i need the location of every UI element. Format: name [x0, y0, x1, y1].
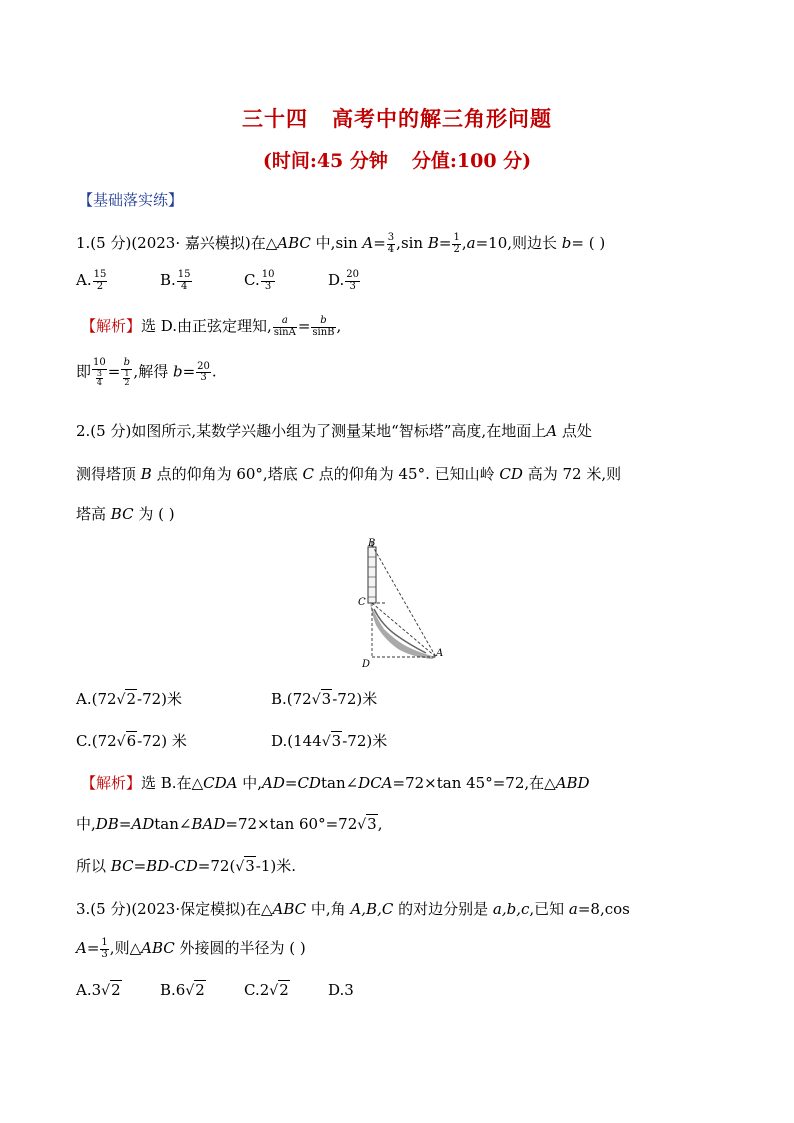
q2-stem-line-2: 测得塔顶 B 点的仰角为 60°,塔底 C 点的仰角为 45°. 已知山岭 CD 高为 72 米,则	[76, 465, 622, 483]
q1-stem: 1.(5 分)(2023· 嘉兴模拟)在△ABC 中,sin A= $\frac{3}{4}$ ,sin B= $\frac{1}{2}$ ,a=10,则边长 b= ( )	[76, 232, 606, 255]
section-heading: 【基础落实练】	[78, 191, 184, 209]
q2-option-d[interactable]: D.(144√3-72)米	[271, 732, 388, 750]
q2-option-c[interactable]: C.(72√6-72) 米	[76, 732, 187, 750]
q2-option-b[interactable]: B.(72√3-72)米	[271, 690, 378, 708]
q2-option-a[interactable]: A.(72√2-72)米	[76, 690, 183, 708]
label-B: B	[368, 538, 376, 549]
q3-stem-line-2: A= $\frac{1}{3}$ ,则△ABC 外接圆的半径为 ( )	[76, 937, 306, 960]
q2-stem-line-1: 2.(5 分)如图所示,某数学兴趣小组为了测量某地“智标塔”高度,在地面上A 点处	[76, 422, 592, 440]
q2-analysis-line-2: 中,DB=ADtan∠BAD=72×tan 60°=72√3,	[76, 815, 383, 833]
q1-option-a[interactable]: A. $\frac{15}{2}$	[76, 269, 107, 292]
q3-option-a[interactable]: A.3√2	[76, 981, 121, 999]
analysis-tag: 【解析】	[81, 317, 142, 335]
analysis-tag: 【解析】	[81, 774, 142, 792]
q3-option-c[interactable]: C.2√2	[244, 981, 289, 999]
page-subtitle: (时间:45 分钟 分值:100 分)	[262, 150, 532, 172]
q2-options-row-2	[76, 732, 387, 751]
q2-analysis-line-3: 所以 BC=BD-CD=72(√3-1)米.	[76, 857, 297, 875]
label-D: D	[362, 659, 371, 669]
q1-option-c[interactable]: C. $\frac{10}{3}$	[244, 269, 275, 292]
q1-option-d[interactable]: D. $\frac{20}{3}$	[328, 269, 359, 292]
q3-options	[76, 981, 354, 1000]
tower-figure	[356, 537, 446, 669]
q3-stem-line-1: 3.(5 分)(2023·保定模拟)在△ABC 中,角 A,B,C 的对边分别是 a,b,c,已知 a=8,cos	[76, 900, 630, 918]
q1-frac-sinB: $\frac{1}{2}$	[453, 232, 460, 255]
q2-stem-line-3: 塔高 BC 为 ( )	[76, 505, 175, 523]
hill-shape	[370, 603, 436, 659]
q2-analysis-line-1: 【解析】选 B.在△CDA 中,AD=CDtan∠DCA=72×tan 45°=72,在△ABD	[81, 774, 590, 792]
q1-analysis-line-2: 即 $\frac{10}{\frac{3}{4}}$ = $\frac{b}{\frac{1}{2}}$ ,解得 b= $\frac{20}{3}$ .	[76, 357, 217, 387]
q1-options	[76, 270, 361, 292]
label-C: C	[358, 597, 366, 608]
q1-analysis-line-1: 【解析】选 D.由正弦定理知, $\frac{a}{\sin A}$ = $\frac{b}{\sin B}$ ,	[81, 315, 342, 338]
q1-frac-sinA: $\frac{3}{4}$	[387, 232, 395, 255]
q3-option-d[interactable]: D.3	[328, 981, 354, 999]
tower	[368, 547, 376, 603]
label-A: A	[436, 648, 444, 659]
q3-option-b[interactable]: B.6√2	[160, 981, 205, 999]
q1-option-b[interactable]: B. $\frac{15}{4}$	[160, 269, 191, 292]
page-title: 三十四 高考中的解三角形问题	[242, 107, 552, 131]
q2-options-row-1	[76, 690, 377, 709]
